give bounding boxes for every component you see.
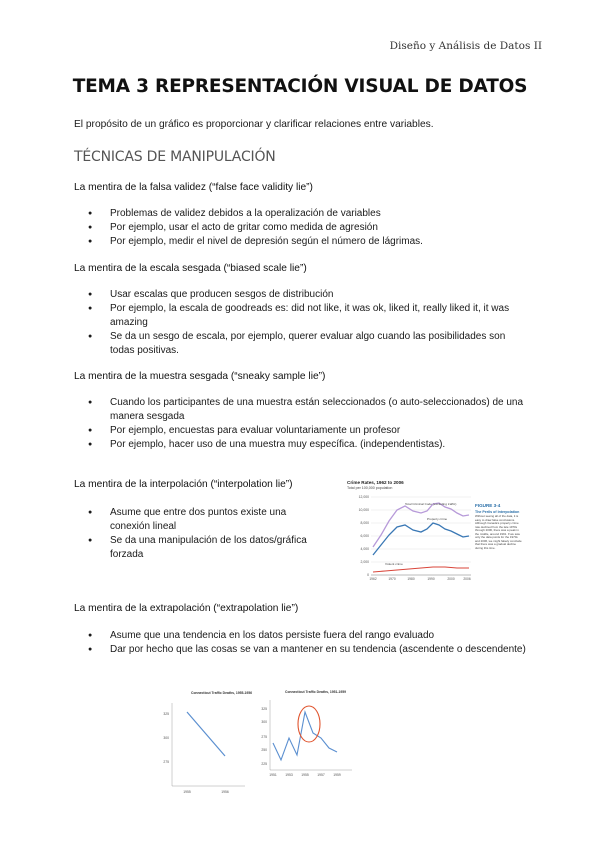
right-y-tick: 300	[261, 720, 267, 724]
extrapolation-figure	[155, 688, 355, 796]
right-y-tick: 250	[261, 748, 267, 752]
page-title: TEMA 3 REPRESENTACIÓN VISUAL DE DATOS	[72, 76, 528, 97]
y-tick: 4,000	[360, 547, 369, 551]
y-tick: 2,000	[360, 560, 369, 564]
series-label-violent: Violent crime	[385, 562, 403, 566]
right-y-tick: 325	[261, 707, 267, 711]
left-series-line	[187, 712, 225, 756]
y-tick: 6,000	[360, 534, 369, 538]
y-tick: 12,000	[358, 495, 369, 499]
chart-subtitle: Total per 100,000 population	[347, 486, 393, 490]
figure-label: FIGURE 3-4	[475, 503, 501, 508]
section-heading: TÉCNICAS DE MANIPULACIÓN	[74, 149, 276, 165]
list-item: ● Por ejemplo, hacer uso de una muestra muy específica. (independentistas).	[86, 438, 526, 452]
right-x-tick: 1951	[269, 773, 277, 777]
technique-title-extrapolation: La mentira de la extrapolación (“extrapolation lie”)	[74, 603, 299, 614]
technique-title-biased-scale: La mentira de la escala sesgada (“biased scale lie”)	[74, 263, 307, 274]
x-tick: 2000	[447, 577, 455, 581]
series-label-property: Property crime	[427, 517, 448, 521]
left-chart-title: Connecticut Traffic Deaths, 1955-1956	[191, 691, 253, 695]
list-item: ● Se da una manipulación de los datos/gráfica forzada	[86, 534, 321, 562]
right-chart-title: Connecticut Traffic Deaths, 1951-1959	[285, 690, 347, 694]
technique-title-false-validity: La mentira de la falsa validez (“false face validity lie”)	[74, 182, 313, 193]
x-tick: 1970	[388, 577, 396, 581]
series-violent-line	[373, 567, 469, 572]
right-y-tick: 225	[261, 762, 267, 766]
interpolation-figure	[345, 477, 523, 581]
list-item: ● Dar por hecho que las cosas se van a mantener en su tendencia (ascendente o descendente)	[86, 643, 526, 657]
series-label-total: Total Criminal Code (excluding traffic)	[405, 502, 457, 506]
figure-caption-title: The Perils of Interpolation	[475, 510, 520, 514]
list-item: ● Por ejemplo, la escala de goodreads es: did not like, it was ok, liked it, really liked it, it was amazing	[86, 302, 526, 330]
course-header: Diseño y Análisis de Datos II	[389, 40, 542, 52]
list-item: ● Asume que entre dos puntos existe una conexión lineal	[86, 506, 321, 534]
list-item: ● Por ejemplo, encuestas para evaluar voluntariamente un profesor	[86, 424, 526, 438]
technique-title-sneaky-sample: La mentira de la muestra sesgada (“sneaky sample lie”)	[74, 371, 326, 382]
figure-caption-text: Without seeing all of the data, it is easy to draw false conclusions. Although Canada's property crime rate declined from the late 1970s through 2006, there was a peak in the middle, around 1991. If we saw only the data points for the 1970s and 2006, we might falsely conclude that there was a gradual decline during this time.	[475, 515, 522, 550]
left-y-tick: 275	[163, 760, 169, 764]
x-tick: 2006	[463, 577, 471, 581]
right-x-tick: 1955	[301, 773, 309, 777]
x-tick: 1980	[407, 577, 415, 581]
left-y-tick: 325	[163, 712, 169, 716]
chart-title: Crime Rates, 1962 to 2006	[347, 480, 404, 485]
intro-paragraph: El propósito de un gráfico es proporcionar y clarificar relaciones entre variables.	[74, 119, 434, 130]
y-tick: 10,000	[358, 508, 369, 512]
x-tick: 1962	[369, 577, 377, 581]
list-item: ● Asume que una tendencia en los datos persiste fuera del rango evaluado	[86, 629, 526, 643]
series-property-line	[373, 523, 469, 555]
technique-bullets-sneaky-sample	[86, 396, 526, 452]
y-tick: 0	[367, 573, 369, 577]
series-total-line	[373, 503, 469, 547]
right-x-tick: 1953	[285, 773, 293, 777]
list-item: ● Cuando los participantes de una muestra están seleccionados (o auto-seleccionados) de una manera sesgada	[86, 396, 526, 424]
list-item: ● Por ejemplo, usar el acto de gritar como medida de agresión	[86, 221, 506, 235]
right-y-tick: 275	[261, 735, 267, 739]
right-x-tick: 1959	[333, 773, 341, 777]
x-tick: 1990	[427, 577, 435, 581]
technique-bullets-biased-scale	[86, 288, 526, 358]
technique-bullets-extrapolation	[86, 629, 526, 657]
left-x-tick: 1956	[221, 790, 229, 794]
left-y-tick: 300	[163, 736, 169, 740]
right-x-tick: 1957	[317, 773, 325, 777]
left-x-tick: 1955	[183, 790, 191, 794]
technique-title-interpolation: La mentira de la interpolación (“interpolation lie”)	[74, 479, 293, 490]
list-item: ● Se da un sesgo de escala, por ejemplo, querer evaluar algo cuando las posibilidades son todas positivas.	[86, 330, 526, 358]
technique-bullets-interpolation	[86, 506, 321, 562]
y-tick: 8,000	[360, 521, 369, 525]
list-item: ● Por ejemplo, medir el nivel de depresión según el número de lágrimas.	[86, 235, 506, 249]
technique-bullets-false-validity	[86, 207, 506, 249]
list-item: ● Usar escalas que producen sesgos de distribución	[86, 288, 526, 302]
list-item: ● Problemas de validez debidos a la operalización de variables	[86, 207, 506, 221]
right-series-line	[273, 712, 337, 760]
